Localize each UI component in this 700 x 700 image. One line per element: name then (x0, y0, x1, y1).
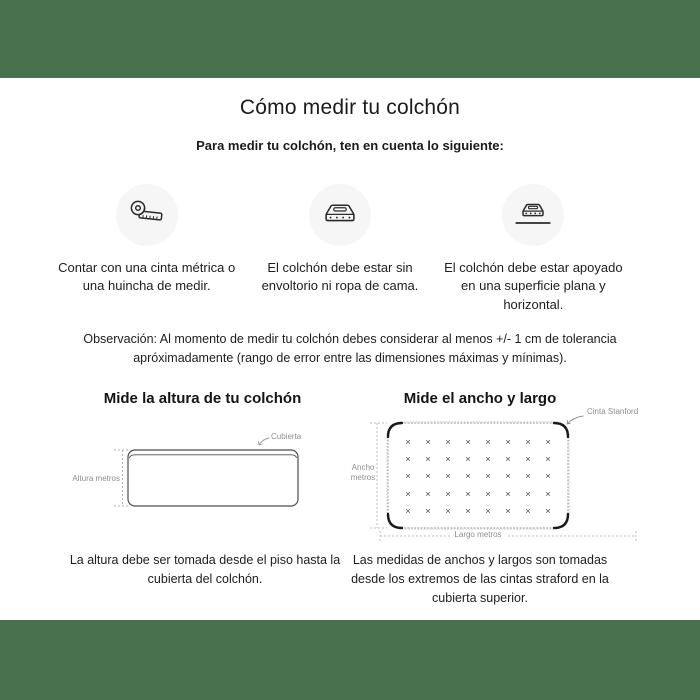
tip-flat-surface (437, 184, 630, 314)
page-subtitle: Para medir tu colchón, ten en cuenta lo siguiente: (196, 138, 504, 153)
height-section-title: Mide la altura de tu colchón (103, 390, 302, 407)
quilt-mark: × (545, 437, 551, 449)
size-caption: Las medidas de anchos y largos son tomadas desde los extremos de las cintas straford en la cubierta superior. (351, 553, 609, 605)
quilt-mark: × (405, 505, 411, 517)
height-label: Altura metros (72, 474, 120, 483)
tip-measuring-tape (50, 184, 243, 314)
quilt-mark: × (505, 505, 511, 517)
quilt-mark: × (545, 488, 551, 500)
quilt-mark: × (485, 471, 491, 483)
quilt-mark: × (525, 488, 531, 500)
quilt-mark: × (465, 437, 471, 449)
quilt-mark: × (405, 471, 411, 483)
quilt-mark: × (425, 471, 431, 483)
quilt-mark: × (405, 454, 411, 466)
quilt-mark: × (545, 505, 551, 517)
quilt-mark: × (505, 454, 511, 466)
observation-line: Observación: Al momento de medir tu colchón debes considerar al menos +/- 1 cm de tolerancia (83, 332, 617, 346)
icon-circle (116, 184, 178, 246)
tip-mattress-bare (243, 184, 436, 314)
size-section-title: Mide el ancho y largo (403, 390, 557, 407)
quilt-grid (398, 434, 558, 520)
quilt-mark: × (505, 437, 511, 449)
width-label: Ancho metros (350, 463, 376, 482)
quilt-mark: × (525, 471, 531, 483)
tip-caption: Contar con una cinta métrica o una huincha de medir. (58, 260, 236, 294)
mattress-icon (319, 198, 361, 233)
icon-circle (309, 184, 371, 246)
quilt-mark: × (505, 488, 511, 500)
quilt-mark: × (425, 505, 431, 517)
measuring-tape-icon (126, 197, 168, 234)
quilt-mark: × (405, 437, 411, 449)
size-diagram (350, 405, 650, 553)
tape-label: Cinta Stanford (587, 407, 639, 416)
quilt-mark: × (525, 505, 531, 517)
icon-circle (502, 184, 564, 246)
tips-row (50, 184, 630, 314)
quilt-mark: × (425, 454, 431, 466)
quilt-mark: × (485, 454, 491, 466)
length-label-row (388, 530, 568, 539)
length-label: Largo metros (450, 530, 505, 539)
quilt-mark: × (445, 454, 451, 466)
page-title: Cómo medir tu colchón (239, 96, 461, 119)
cover-label: Cubierta (271, 432, 302, 441)
quilt-mark: × (485, 505, 491, 517)
quilt-mark: × (525, 454, 531, 466)
quilt-mark: × (545, 471, 551, 483)
quilt-mark: × (445, 437, 451, 449)
height-diagram (70, 426, 335, 531)
quilt-mark: × (445, 488, 451, 500)
quilt-mark: × (405, 488, 411, 500)
bottom-green-band (0, 620, 700, 700)
quilt-mark: × (445, 471, 451, 483)
quilt-mark: × (465, 454, 471, 466)
quilt-mark: × (545, 454, 551, 466)
quilt-mark: × (465, 488, 471, 500)
height-caption: La altura debe ser tomada desde el piso hasta la cubierta del colchón. (69, 553, 341, 586)
tip-caption: El colchón debe estar sin envoltorio ni ropa de cama. (261, 260, 419, 294)
quilt-mark: × (485, 488, 491, 500)
quilt-mark: × (525, 437, 531, 449)
top-green-band (0, 0, 700, 78)
quilt-mark: × (465, 505, 471, 517)
quilt-mark: × (465, 471, 471, 483)
observation-line: apróximadamente (rango de error entre las dimensiones máximas y mínimas). (133, 350, 567, 365)
quilt-mark: × (425, 488, 431, 500)
quilt-mark: × (425, 437, 431, 449)
quilt-mark: × (445, 505, 451, 517)
tip-caption: El colchón debe estar apoyado en una superficie plana y horizontal. (444, 260, 623, 312)
observation-note (60, 330, 640, 368)
mattress-on-surface-icon (512, 197, 554, 234)
quilt-mark: × (505, 471, 511, 483)
quilt-mark: × (485, 437, 491, 449)
